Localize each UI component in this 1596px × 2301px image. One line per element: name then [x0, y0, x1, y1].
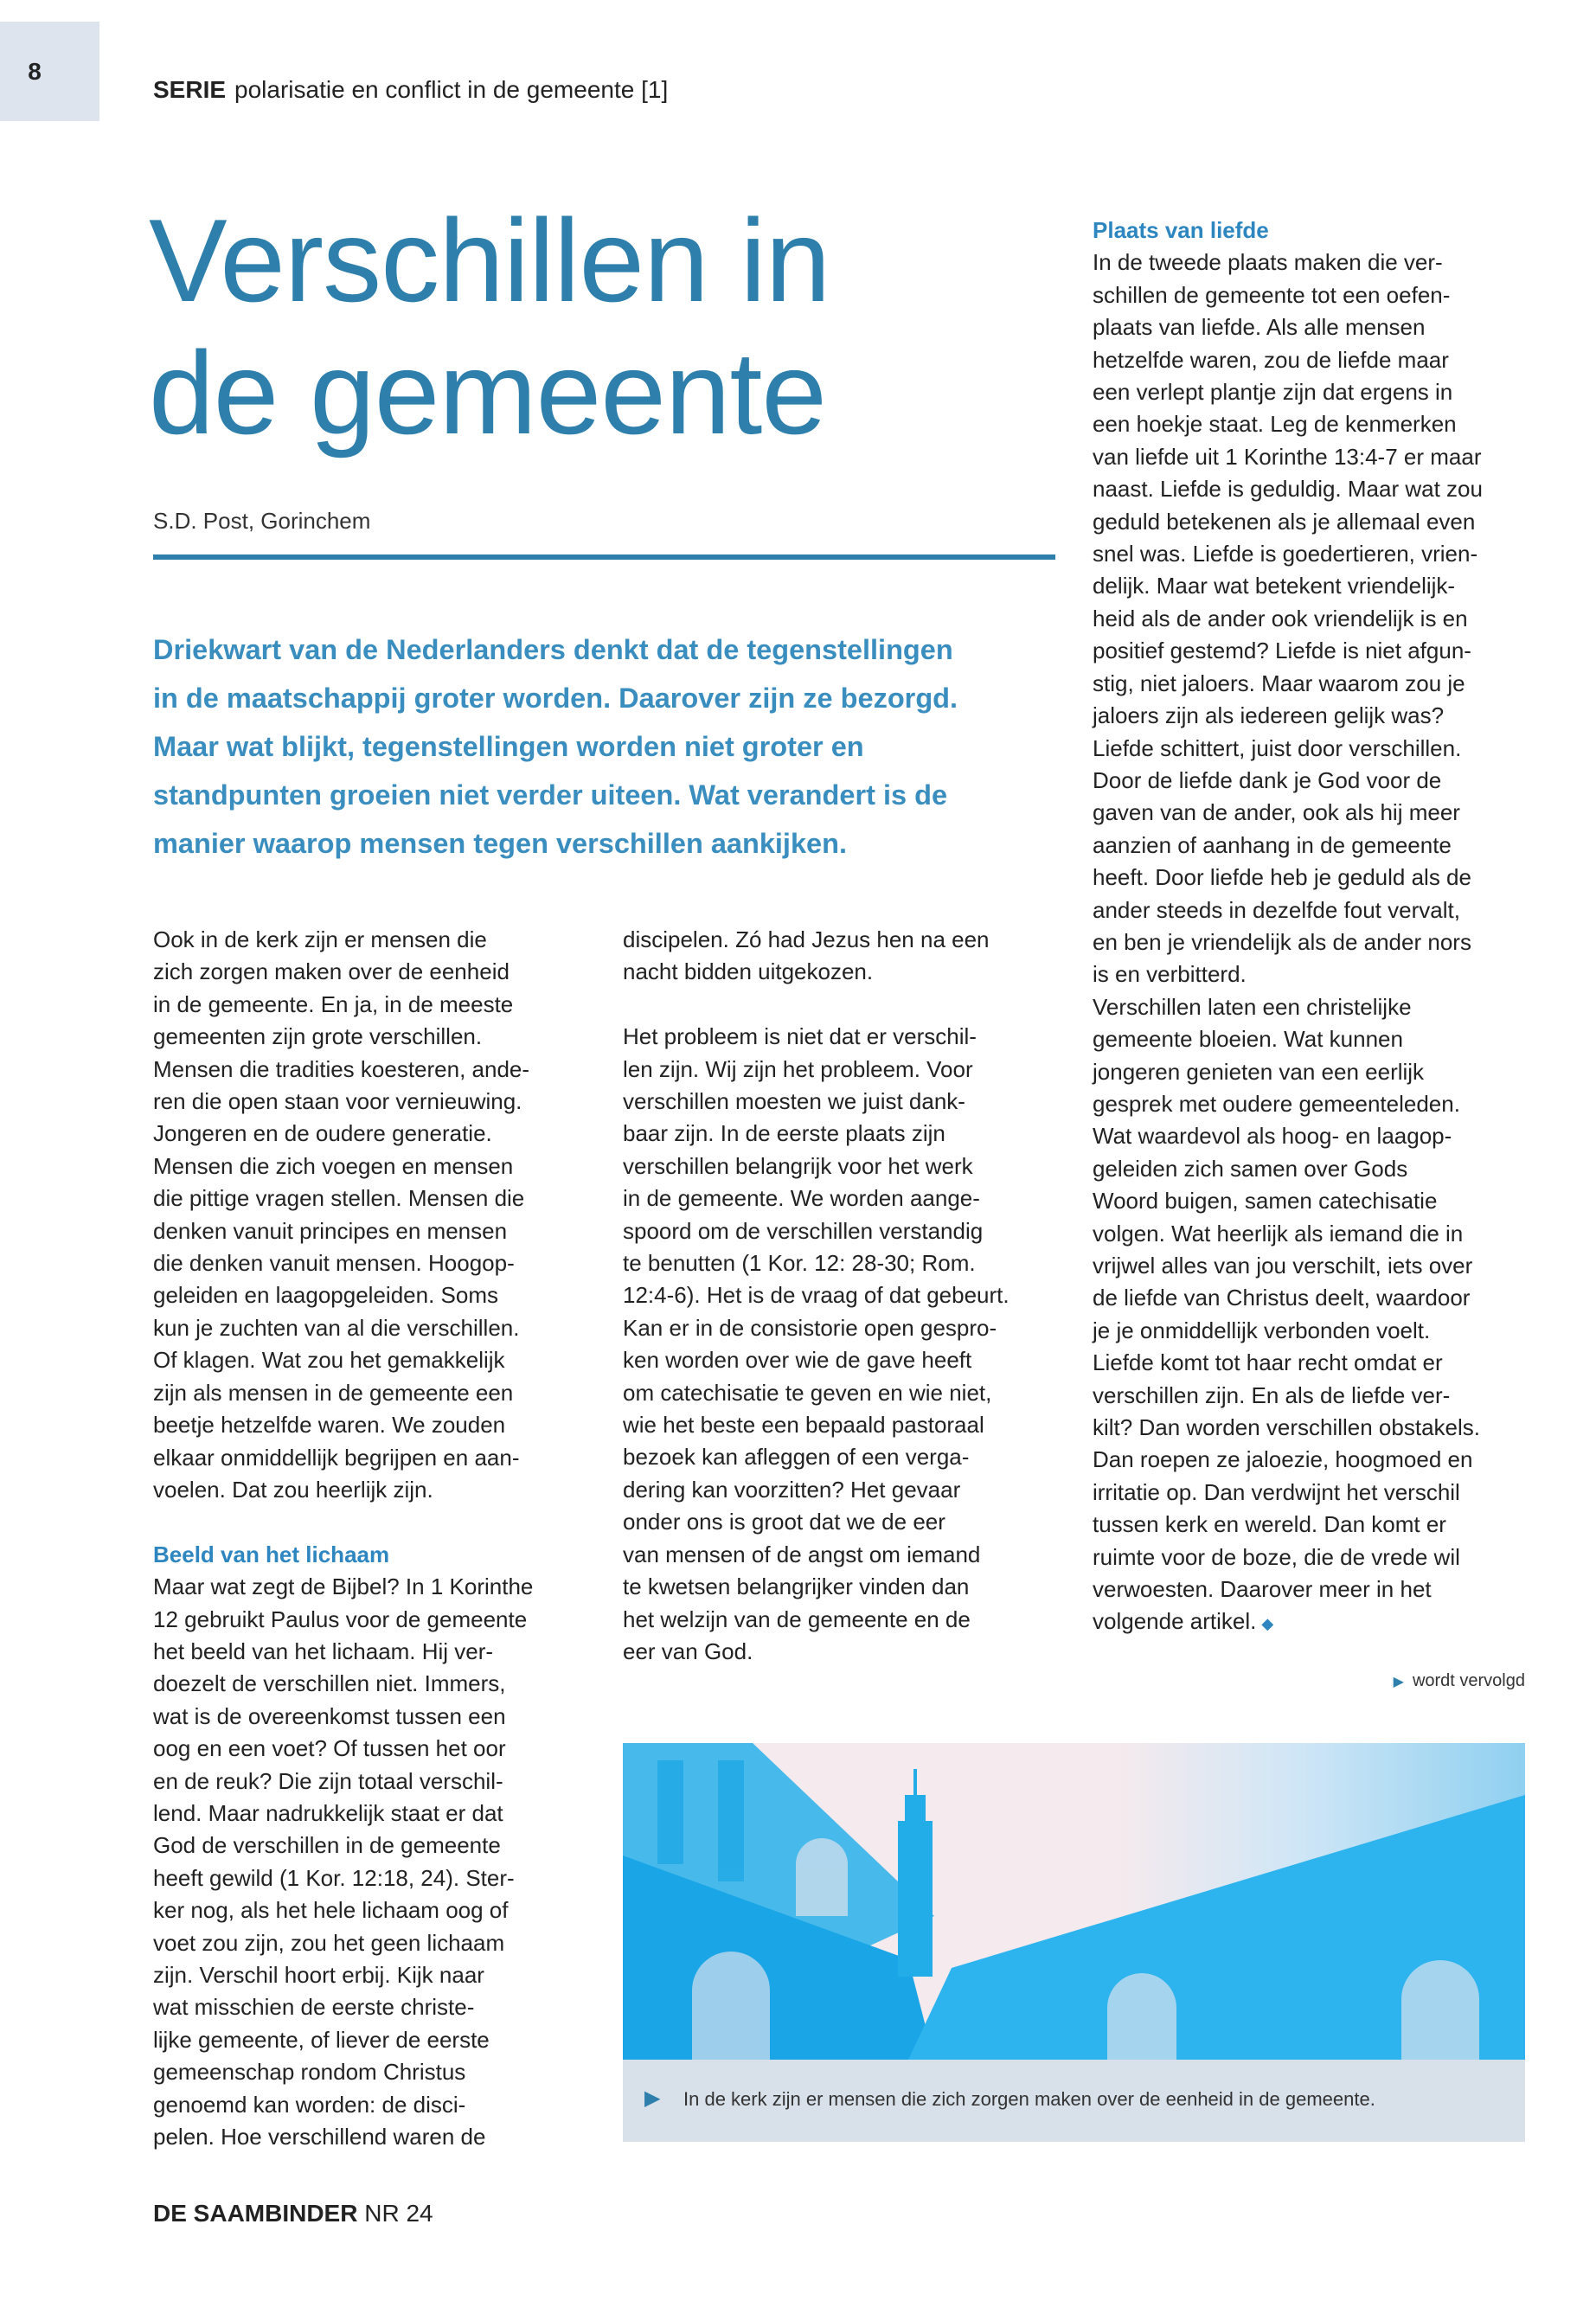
triangle-right-icon: ▶: [644, 2086, 661, 2110]
text-line: wie het beste een bepaald pastoraal: [623, 1412, 984, 1439]
text-line: Mensen die tradities koesteren, ande-: [153, 1055, 530, 1082]
text-line: het welzijn van de gemeente en de: [623, 1606, 971, 1632]
text-line: nacht bidden uitgekozen.: [623, 958, 874, 985]
text-line: hetzelfde waren, zou de liefde maar: [1093, 346, 1449, 373]
text-line: Liefde komt tot haar recht omdat er: [1093, 1349, 1443, 1376]
text-line: elkaar onmiddellijk begrijpen en aan-: [153, 1444, 520, 1471]
text-line: zich zorgen maken over de eenheid: [153, 958, 510, 985]
title-line: de gemeente: [149, 327, 826, 458]
paragraph: [623, 1021, 1010, 1668]
text-line: is en verbitterd.: [1093, 961, 1247, 988]
text-line: van liefde uit 1 Korinthe 13:4-7 er maar: [1093, 443, 1482, 470]
text-line: God de verschillen in de gemeente: [153, 1832, 501, 1859]
text-line: Dan roepen ze jaloezie, hoogmoed en: [1093, 1446, 1473, 1473]
text-line: Maar wat blijkt, tegenstellingen worden niet groter en: [153, 731, 864, 762]
text-line: heid als de ander ook vriendelijk is en: [1093, 605, 1468, 631]
text-line: gaven van de ander, ook als hij meer: [1093, 799, 1460, 826]
text-line: dering kan voorzitten? Het gevaar: [623, 1476, 961, 1503]
magazine-name: DE SAAMBINDER: [153, 2200, 358, 2227]
text-line: te kwetsen belangrijker vinden dan: [623, 1574, 970, 1600]
text-line: voet zou zijn, zou het geen lichaam: [153, 1929, 505, 1956]
text-line: genoemd kan worden: de disci-: [153, 2091, 466, 2118]
text-line: gemeenschap rondom Christus: [153, 2059, 466, 2086]
text-line: gesprek met oudere gemeenteleden.: [1093, 1090, 1460, 1117]
text-line: geleiden zich samen over Gods: [1093, 1155, 1408, 1182]
text-line: delijk. Maar wat betekent vriendelijk-: [1093, 573, 1456, 599]
text-line: discipelen. Zó had Jezus hen na een: [623, 926, 990, 952]
text-line: onder ons is groot dat we de eer: [623, 1509, 945, 1535]
issue-number: NR 24: [364, 2200, 433, 2227]
text-line: eer van God.: [623, 1638, 753, 1664]
text-line: aanzien of aanhang in de gemeente: [1093, 831, 1452, 858]
end-diamond-icon: ◆: [1261, 1615, 1274, 1633]
text-line: wat misschien de eerste christe-: [153, 1994, 475, 2021]
text-line: standpunten groeien niet verder uiteen. Wat verandert is de: [153, 779, 948, 811]
text-line: Wat waardevol als hoog- en laagop-: [1093, 1123, 1452, 1150]
text-line: 12 gebruikt Paulus voor de gemeente: [153, 1606, 528, 1632]
paragraph: [153, 924, 533, 1506]
text-line: ker nog, als het hele lichaam oog of: [153, 1897, 509, 1924]
text-line: volgende artikel. ◆: [1093, 1608, 1274, 1635]
text-line: len zijn. Wij zijn het probleem. Voor: [623, 1055, 973, 1082]
paragraph: [1093, 247, 1483, 990]
church-photo: [623, 1743, 1525, 2060]
text-line: kun je zuchten van al die verschillen.: [153, 1314, 520, 1341]
text-line: en ben je vriendelijk als de ander nors: [1093, 928, 1471, 955]
text-line: jaloers zijn als iedereen gelijk was?: [1093, 702, 1445, 729]
continued-note: [1394, 1671, 1525, 1691]
text-line: snel was. Liefde is goedertieren, vrien-: [1093, 541, 1478, 567]
text-line: bezoek kan afleggen of een verga-: [623, 1444, 970, 1471]
text-line: geleiden en laagopgeleiden. Soms: [153, 1282, 498, 1309]
author-byline: S.D. Post, Gorinchem: [153, 508, 371, 534]
caption-text: In de kerk zijn er mensen die zich zorgen maken over de eenheid in de gemeente.: [683, 2088, 1375, 2110]
text-line: stig, niet jaloers. Maar waarom zou je: [1093, 670, 1465, 696]
text-line: Kan er in de consistorie open gespro-: [623, 1314, 997, 1341]
church-illustration: [623, 1743, 1525, 2060]
lead-paragraph: [153, 625, 958, 868]
text-line: verschillen belangrijk voor het werk: [623, 1152, 973, 1179]
text-line: ren die open staan voor vernieuwing.: [153, 1088, 522, 1115]
text-line: Woord buigen, samen catechisatie: [1093, 1188, 1438, 1215]
text-line: zijn als mensen in de gemeente een: [153, 1379, 514, 1406]
text-line: heeft. Door liefde heb je geduld als de: [1093, 864, 1471, 891]
text-line: van mensen of de angst om iemand: [623, 1541, 981, 1567]
text-line: naast. Liefde is geduldig. Maar wat zou: [1093, 476, 1483, 503]
text-line: Door de liefde dank je God voor de: [1093, 766, 1442, 793]
text-line: lijke gemeente, of liever de eerste: [153, 2026, 490, 2053]
continued-label: wordt vervolgd: [1412, 1671, 1525, 1690]
text-line: Liefde schittert, juist door verschillen.: [1093, 734, 1462, 761]
text-line: om catechisatie te geven en wie niet,: [623, 1379, 992, 1406]
subheading: Beeld van het lichaam: [153, 1541, 390, 1567]
text-line: tussen kerk en wereld. Dan komt er: [1093, 1511, 1446, 1538]
text-line: Het probleem is niet dat er verschil-: [623, 1023, 977, 1050]
text-line: heeft gewild (1 Kor. 12:18, 24). Ster-: [153, 1864, 515, 1891]
divider-rule: [153, 554, 1055, 560]
text-line: kilt? Dan worden verschillen obstakels.: [1093, 1414, 1480, 1441]
text-line: die pittige vragen stellen. Mensen die: [153, 1185, 525, 1212]
text-line: het beeld van het lichaam. Hij ver-: [153, 1638, 494, 1664]
text-line: oog en een voet? Of tussen het oor: [153, 1735, 506, 1762]
text-line: denken vanuit principes en mensen: [153, 1217, 508, 1244]
text-line: geduld betekenen als je allemaal even: [1093, 508, 1476, 535]
text-line: In de tweede plaats maken die ver-: [1093, 249, 1443, 276]
text-line: lend. Maar nadrukkelijk staat er dat: [153, 1799, 503, 1826]
triangle-right-icon: ▶: [1393, 1675, 1404, 1689]
paragraph: [153, 1571, 533, 2153]
text-line: Ook in de kerk zijn er mensen die: [153, 926, 487, 952]
text-line: Mensen die zich voegen en mensen: [153, 1152, 514, 1179]
article-title: [149, 195, 830, 459]
text-line: een verlept plantje zijn dat ergens in: [1093, 379, 1453, 406]
text-line: verschillen zijn. En als de liefde ver-: [1093, 1381, 1451, 1408]
magazine-footer: [153, 2200, 433, 2227]
text-line: schillen de gemeente tot een oefen-: [1093, 281, 1451, 308]
text-line: Maar wat zegt de Bijbel? In 1 Korinthe: [153, 1574, 534, 1600]
series-title: polarisatie en conflict in de gemeente [1]: [234, 76, 669, 103]
text-line: pelen. Hoe verschillend waren de: [153, 2124, 486, 2150]
text-line: zijn. Verschil hoort erbij. Kijk naar: [153, 1961, 484, 1988]
text-line: 12:4-6). Het is de vraag of dat gebeurt.: [623, 1282, 1010, 1309]
paragraph: [623, 924, 1010, 989]
text-line: Driekwart van de Nederlanders denkt dat de tegenstellingen: [153, 634, 953, 665]
text-line: Jongeren en de oudere generatie.: [153, 1120, 492, 1147]
text-line: volgen. Wat heerlijk als iemand die in: [1093, 1220, 1464, 1247]
text-line: baar zijn. In de eerste plaats zijn: [623, 1120, 945, 1147]
subheading: Plaats van liefde: [1093, 217, 1269, 243]
text-line: positief gestemd? Liefde is niet afgun-: [1093, 638, 1471, 664]
text-line: beetje hetzelfde waren. We zouden: [153, 1412, 506, 1439]
text-line: doezelt de verschillen niet. Immers,: [153, 1670, 506, 1697]
text-line: te benutten (1 Kor. 12: 28-30; Rom.: [623, 1250, 976, 1277]
text-line: spoord om de verschillen verstandig: [623, 1217, 984, 1244]
text-line: Of klagen. Wat zou het gemakkelijk: [153, 1347, 505, 1374]
text-line: gemeenten zijn grote verschillen.: [153, 1023, 483, 1050]
text-line: een hoekje staat. Leg de kenmerken: [1093, 411, 1457, 438]
paragraph: [1093, 991, 1483, 1641]
text-line: de liefde van Christus deelt, waardoor: [1093, 1285, 1471, 1311]
text-line: gemeente bloeien. Wat kunnen: [1093, 1026, 1403, 1053]
text-line: Verschillen laten een christelijke: [1093, 993, 1412, 1020]
body-column-2: [623, 924, 1010, 1668]
text-line: irritatie op. Dan verdwijnt het verschil: [1093, 1478, 1460, 1505]
body-column-1: [153, 924, 533, 2153]
body-column-3: [1093, 215, 1483, 1641]
page-number: 8: [28, 58, 42, 85]
text-line: ruimte voor de boze, die de vrede wil: [1093, 1543, 1460, 1570]
text-line: in de maatschappij groter worden. Daarover zijn ze bezorgd.: [153, 683, 958, 714]
series-label: SERIE: [153, 76, 227, 103]
title-line: Verschillen in: [149, 195, 830, 326]
text-line: verschillen moesten we juist dank-: [623, 1088, 965, 1115]
series-header: [153, 76, 668, 104]
text-line: je je onmiddellijk verbonden voelt.: [1093, 1317, 1431, 1343]
text-line: vrijwel alles van jou verschilt, iets over: [1093, 1253, 1473, 1279]
text-line: in de gemeente. We worden aange-: [623, 1185, 980, 1212]
text-line: jongeren genieten van een eerlijk: [1093, 1058, 1425, 1085]
text-line: wat is de overeenkomst tussen een: [153, 1702, 506, 1729]
text-line: verwoesten. Daarover meer in het: [1093, 1576, 1432, 1603]
photo-caption: [623, 2060, 1525, 2142]
text-line: die denken vanuit mensen. Hoogop-: [153, 1250, 515, 1277]
text-line: plaats van liefde. Als alle mensen: [1093, 314, 1426, 341]
text-line: en de reuk? Die zijn totaal verschil-: [153, 1767, 503, 1794]
text-line: in de gemeente. En ja, in de meeste: [153, 990, 514, 1017]
text-line: ken worden over wie de gave heeft: [623, 1347, 972, 1374]
text-line: voelen. Dat zou heerlijk zijn.: [153, 1476, 433, 1503]
text-line: manier waarop mensen tegen verschillen aankijken.: [153, 828, 847, 859]
text-line: ander steeds in dezelfde fout vervalt,: [1093, 896, 1460, 923]
